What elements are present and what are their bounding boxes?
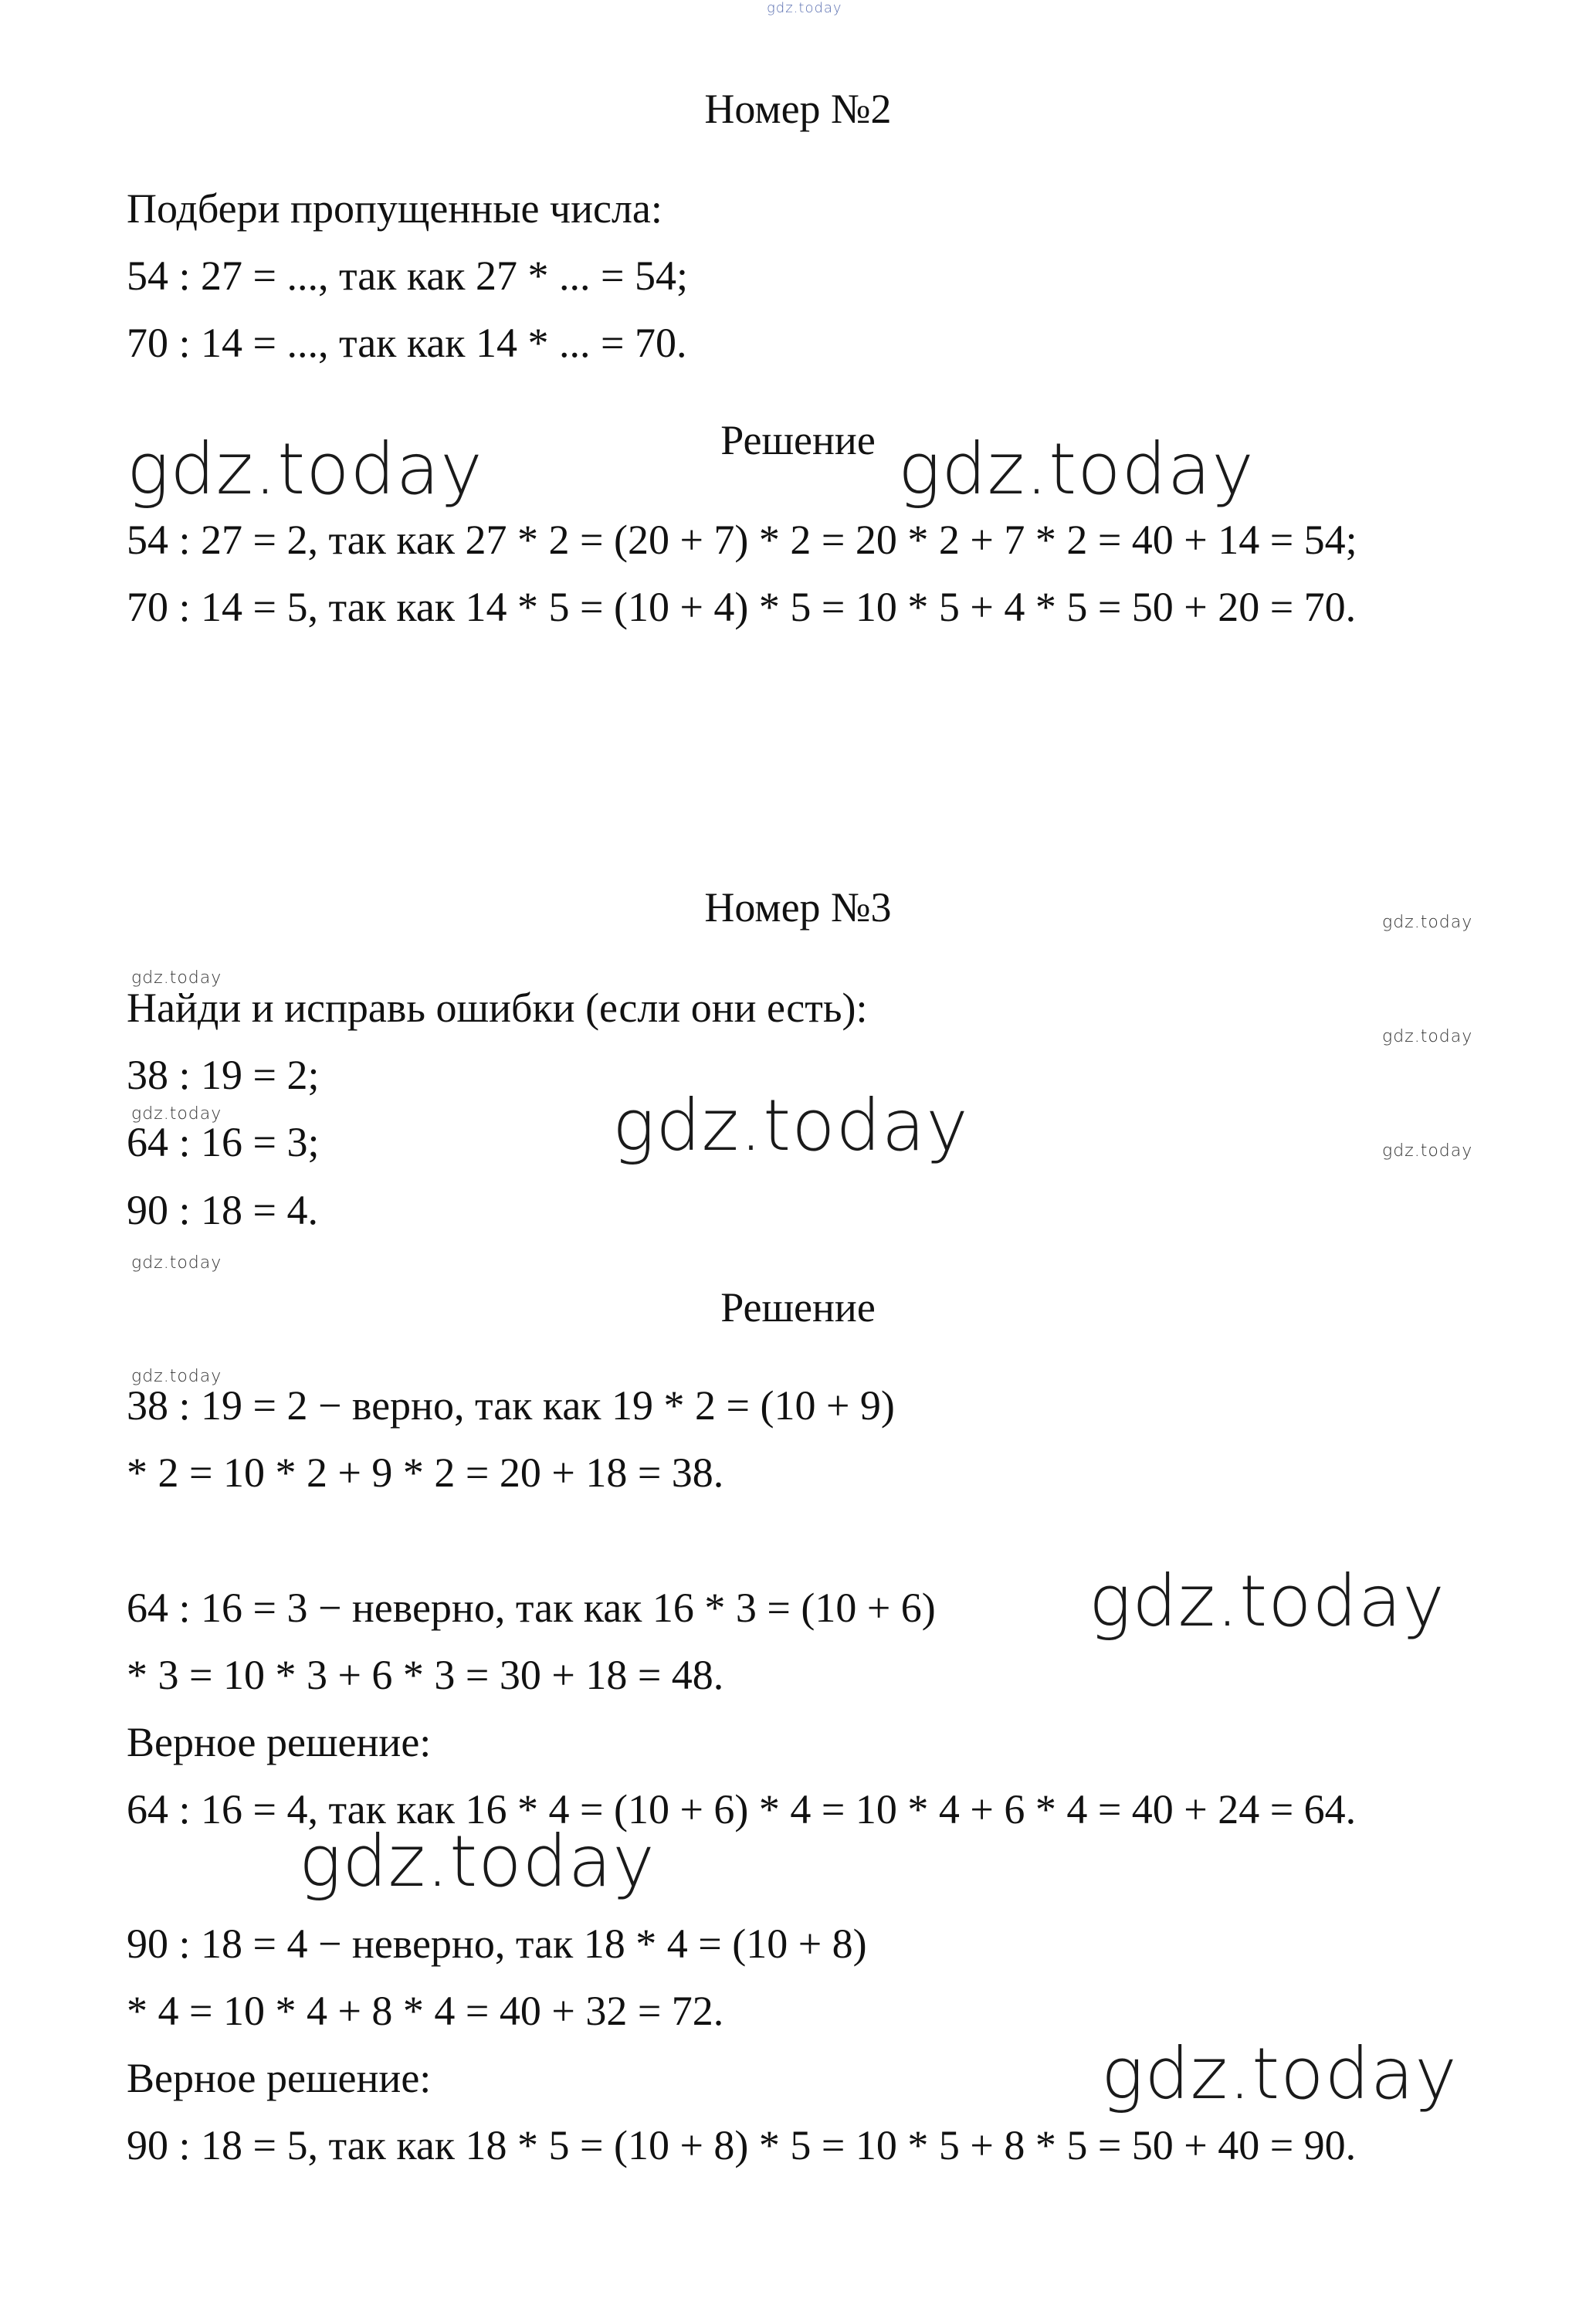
watermark-big: gdz.today bbox=[612, 1084, 969, 1167]
watermark-big: gdz.today bbox=[299, 1820, 656, 1903]
task3-prompt: Найди и исправь ошибки (если они есть): bbox=[127, 985, 868, 1031]
task3-solution-line-5: Верное решение: bbox=[127, 1719, 432, 1765]
task3-line-1: 38 : 19 = 2; bbox=[127, 1052, 320, 1098]
watermark-small: gdz.today bbox=[131, 1367, 222, 1386]
task3-line-2: 64 : 16 = 3; bbox=[127, 1119, 320, 1165]
task3-solution-line-8: * 4 = 10 * 4 + 8 * 4 = 40 + 32 = 72. bbox=[127, 1988, 724, 2034]
task3-solution-heading: Решение bbox=[720, 1284, 876, 1331]
task3-solution-line-6: 64 : 16 = 4, так как 16 * 4 = (10 + 6) * 4 = 10 * 4 + 6 * 4 = 40 + 24 = 64. bbox=[127, 1786, 1357, 1832]
task2-line-1: 54 : 27 = ..., так как 27 * ... = 54; bbox=[127, 253, 688, 299]
task2-title: Номер №2 bbox=[704, 86, 892, 132]
watermark-small: gdz.today bbox=[1382, 1141, 1473, 1161]
watermark-big: gdz.today bbox=[1101, 2033, 1458, 2115]
task3-solution-line-2: * 2 = 10 * 2 + 9 * 2 = 20 + 18 = 38. bbox=[127, 1449, 724, 1496]
watermark-top: gdz.today bbox=[767, 0, 842, 16]
task2-prompt: Подбери пропущенные числа: bbox=[127, 185, 662, 232]
task3-solution-line-10: 90 : 18 = 5, так как 18 * 5 = (10 + 8) * 5 = 10 * 5 + 8 * 5 = 50 + 40 = 90. bbox=[127, 2122, 1357, 2168]
task3-solution-line-4: * 3 = 10 * 3 + 6 * 3 = 30 + 18 = 48. bbox=[127, 1652, 724, 1698]
task2-solution-line-2: 70 : 14 = 5, так как 14 * 5 = (10 + 4) * 5 = 10 * 5 + 4 * 5 = 50 + 20 = 70. bbox=[127, 584, 1357, 630]
task3-line-3: 90 : 18 = 4. bbox=[127, 1187, 318, 1233]
watermark-big: gdz.today bbox=[898, 428, 1255, 510]
task3-solution-line-7: 90 : 18 = 4 − неверно, так 18 * 4 = (10 + 8) bbox=[127, 1921, 867, 1967]
watermark-big: gdz.today bbox=[1089, 1560, 1445, 1643]
watermark-small: gdz.today bbox=[1382, 913, 1473, 932]
task2-solution-line-1: 54 : 27 = 2, так как 27 * 2 = (20 + 7) * 2 = 20 * 2 + 7 * 2 = 40 + 14 = 54; bbox=[127, 517, 1357, 563]
watermark-small: gdz.today bbox=[131, 968, 222, 988]
task3-solution-line-1: 38 : 19 = 2 − верно, так как 19 * 2 = (10 + 9) bbox=[127, 1382, 895, 1429]
watermark-small: gdz.today bbox=[131, 1104, 222, 1124]
task2-solution-heading: Решение bbox=[720, 417, 876, 463]
watermark-small: gdz.today bbox=[1382, 1027, 1473, 1046]
task3-solution-line-3: 64 : 16 = 3 − неверно, так как 16 * 3 = (10 + 6) bbox=[127, 1585, 936, 1631]
watermark-small: gdz.today bbox=[131, 1253, 222, 1273]
task3-solution-line-9: Верное решение: bbox=[127, 2055, 432, 2101]
watermark-big: gdz.today bbox=[127, 428, 483, 510]
task3-title: Номер №3 bbox=[704, 884, 892, 931]
task2-line-2: 70 : 14 = ..., так как 14 * ... = 70. bbox=[127, 320, 687, 366]
